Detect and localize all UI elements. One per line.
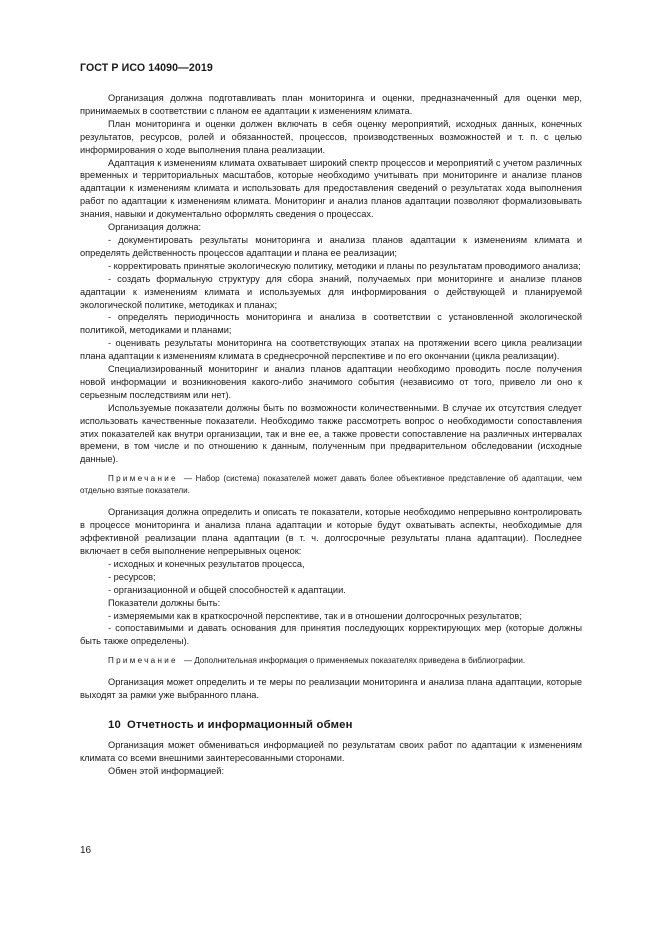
page-number: 16 — [80, 845, 92, 856]
paragraph: Показатели должны быть: — [108, 597, 221, 608]
list-item: - ресурсов; — [108, 571, 156, 582]
paragraph: Специализированный мониторинг и анализ планов адаптации необходимо проводить после получения новой информации и возникновения какого-либо значимого события (независимо от того, привело ли оно к серьезным последствиям или нет). — [80, 364, 582, 400]
section-heading — [80, 719, 582, 731]
note-label: Примечание — [108, 656, 178, 666]
note-text: — Набор (система) показателей может давать более объективное представление об адаптации, чем отдельно взятые показатели. — [80, 474, 582, 496]
list-item: - сопоставимыми и давать основания для принятия последующих корректирующих мер (которые должны быть также определены). — [80, 623, 582, 647]
list-item: - создать формальную структуру для сбора знаний, получаемых при мониторинге и анализе планов адаптации к изменениям климата и используемых для информирования о действующей и планируемой экологической политике, методиках и планах; — [80, 273, 582, 310]
paragraph: Используемые показатели должны быть по возможности количественными. В случае их отсутствия следует использовать качественные показатели. Необходимо также рассмотреть вопрос о необходимости сопоставления этих показателей как внутри организации, так и вне ее, а также провести сопоставление на различных интервалах времени, в том числе и по отношению к данным, полученным при предварительном обследовании (исходные данные). — [80, 402, 582, 465]
section-number: 10 — [108, 719, 121, 732]
list-item: - исходных и конечных результатов процесса, — [108, 558, 305, 569]
paragraph: Организация должна: — [108, 222, 202, 233]
list-item: - измеряемыми как в краткосрочной перспективе, так и в отношении долгосрочных результатов; — [108, 610, 522, 621]
document-code-header: ГОСТ Р ИСО 14090—2019 — [80, 62, 213, 74]
list-item: - оценивать результаты мониторинга на соответствующих этапах на протяжении всего цикла реализации плана адаптации к изменениям климата в среднесрочной перспективе и по его окончании (цикла реализации). — [80, 338, 582, 362]
paragraph: Организация может обмениваться информацией по результатам своих работ по адаптации к изменениям климата со всеми внешними заинтересованными сторонами. — [80, 740, 582, 763]
paragraph: Организация может определить и те меры по реализации мониторинга и анализа плана адаптации, которые выходят за рамки уже выбранного плана. — [80, 677, 582, 701]
note-text: — Дополнительная информация о применяемых показателях приведена в библиографии. — [183, 656, 526, 666]
paragraph: Организация должна подготавливать план мониторинга и оценки, предназначенный для оценки мер, принимаемых в соответствии с планом ее адаптации к изменениям климата. — [80, 93, 582, 116]
page-body — [80, 92, 582, 778]
paragraph: Организация должна определить и описать те показатели, которые необходимо непрерывно контролировать в процессе мониторинга и анализа плана адаптации и которые будут охватывать аспекты, необходимые для эффективной реализации плана адаптации (в т. ч. долгосрочные результаты плана адаптации). Последнее включает в себя выполнение непрерывных оценок: — [80, 507, 582, 556]
list-item: - корректировать принятые экологическую политику, методики и планы по результатам проводимого анализа; — [108, 260, 581, 271]
paragraph: Обмен этой информацией: — [108, 765, 225, 776]
list-item: - документировать результаты мониторинга и анализа планов адаптации к изменениям климата и определять действенность процессов адаптации и плана ее реализации; — [80, 234, 582, 258]
section-title: Отчетность и информационный обмен — [126, 719, 353, 732]
paragraph: Адаптация к изменениям климата охватывает широкий спектр процессов и мероприятий с учетом различных временных и территориальных масштабов, которые необходимо учитывать при мониторинге и анализе планов адаптации к изменениям климата и использовать для предоставления сведений о результатах хода выполнения работ по адаптации к изменениям климата. Мониторинг и анализ планов адаптации позволяют формализовывать знания, навыки и документально оформлять сведения о процессах. — [80, 157, 582, 220]
list-item: - определять периодичность мониторинга и анализа в соответствии с установленной экологической политикой, методиками и планами; — [80, 312, 582, 336]
paragraph: План мониторинга и оценки должен включать в себя оценку мероприятий, исходных данных, конечных результатов, ресурсов, ролей и обязанностей, процессов, производственных возможностей и т. п. с целью информирования о ходе выполнения плана реализации. — [80, 118, 582, 155]
note-label: Примечание — [108, 474, 178, 484]
list-item: - организационной и общей способностей к адаптации. — [108, 584, 346, 595]
note — [80, 473, 582, 497]
note — [80, 655, 582, 667]
